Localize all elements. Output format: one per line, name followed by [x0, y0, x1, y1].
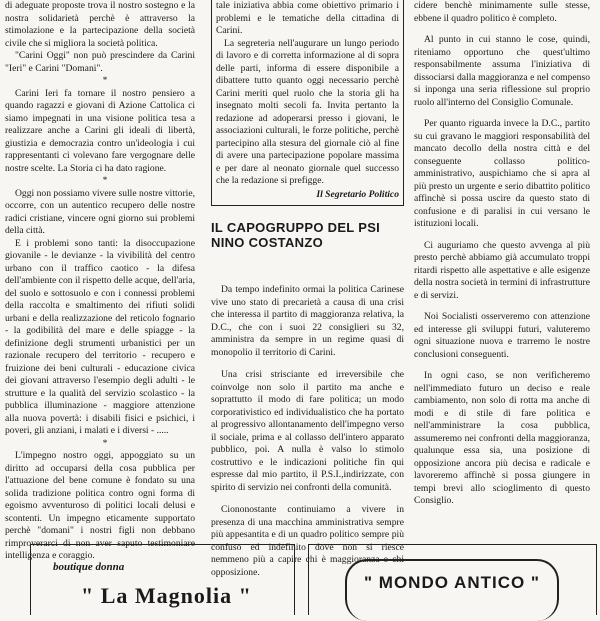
column-left — [5, 0, 195, 561]
segreteria-box — [211, 0, 404, 206]
ad-inner-frame — [345, 559, 559, 621]
article-headline — [211, 220, 404, 250]
paragraph: Ciononostante continuiamo a vivere in presenza di una macchina amministrativa sempre più appesantita e di un quadro politico sempre più confuso ed indefinito dove non si riesce nemmeno più a capire chi è maggioranza e chi opposizione. — [211, 504, 404, 578]
paragraph: In ogni caso, se non verificheremo nell'immediato futuro un deciso e reale cambiamento, non solo di rotta ma anche di modi e di stile di fare politica e nell'amministrare la cosa pubblica, assumeremo nei confronti della maggioranza, qualunque essa sia, una posizione di opposizione ancora più decisa e radicale e lavoreremo affinchè si possa giungere in tempi brevi allo scioglimento di questo Consiglio. — [414, 370, 590, 506]
paragraph: Al punto in cui stanno le cose, quindi, riteniamo opportuno che quest'ultimo responsabilmente assuma l'iniziativa di dissociarsi dalla maggioranza e nel compenso si inponga una seria riflessione sul proprio ruolo all'interno del Consiglio Comunale. — [414, 34, 590, 108]
column-middle — [211, 0, 404, 578]
paragraph: tale iniziativa abbia come obiettivo primario i problemi e le tematiche della cittadina di Carini. — [216, 0, 399, 36]
paragraph: Una crisi strisciante ed irreversibile che coinvolge non solo il partito ma anche e soprattutto il modo di fare politica; un modo corporativistico ed individualistico che ha portato al progressivo allontanamento dell'impegno verso il sociale, prima e al collasso dell'intero apparato pubblico, poi. A nulla è valso lo stimolo costruttivo e le indicazioni politiche fin qui espresse dal mio partito, il P.S.I.,indirizzate, con spirito di servizio nei confronti della comunità. — [211, 369, 404, 493]
ad-la-magnolia — [30, 544, 295, 615]
ad-shop-name: " La Magnolia " — [81, 583, 252, 608]
paragraph: Noi Socialisti osserveremo con attenzione ed interesse gli sviluppi futuri, valuteremo ogni situazione nuova e trarremo le nostre conclusioni conseguenti. — [414, 311, 590, 360]
separator-star: * — [102, 437, 108, 449]
paragraph: Oggi non possiamo vivere sulle nostre vittorie, occorre, con un autentico recupero delle nostre radici cristiane, vincere ogni giorno sui problemi della città. — [5, 187, 195, 236]
paragraph: "Carini Oggi" non può prescindere da Carini "Ieri" e Carini "Domani". — [5, 50, 195, 74]
column-right — [414, 0, 590, 528]
headline-line: IL CAPOGRUPPO DEL PSI — [211, 220, 381, 235]
paragraph: Da tempo indefinito ormai la politica Carinese vive uno stato di precarietà a causa di una crisi che interessa il partito di maggioranza relativa, la D.C., che con i suoi 22 consiglieri su 32, amministra da sempre in un regime quasi di monopolio il territorio di Carini. — [211, 284, 404, 358]
headline-line: NINO COSTANZO — [211, 235, 323, 250]
separator-star: * — [102, 175, 108, 186]
paragraph: Ci auguriamo che questo avvenga al più presto perchè abbiamo già accumulato troppi ritardi rispetto alle aspettative e alle esigenze della nostra società in termini di infrastrutture e di servizi. — [414, 239, 590, 301]
paragraph: Per quanto riguarda invece la D.C., partito su cui gravano le maggiori responsabilità del mancato decollo della nostra città e del conseguente collasso politico-amministrativo, auspichiamo che si apra al più presto un urgente e serio dibattito politico affinchè si possa uscire da questo stato di confusione e di paralisi in cui versano le istituzioni locali. — [414, 118, 590, 229]
paragraph: L'impegno nostro oggi, appoggiato su un diritto ad occuparsi della cosa pubblica per l'attuazione del bene comune è fondato su una solida tradizione politica contro ogni forma di egoismo avventuroso di politici locali delusi e scontenti. Un impegno eticamente supportato perchè "domani" i nostri figli non debbano rimproverarci di non aver saputo testimoniare intelligenza e coraggio. — [5, 450, 195, 561]
signature: Il Segretario Politico — [316, 188, 399, 200]
separator-star: * — [102, 75, 108, 86]
paragraph: cidere benchè minimamente sulle stesse, ebbene il quadro politico è completo. — [414, 0, 590, 24]
ad-tagline: boutique donna — [53, 561, 125, 573]
paragraph: E i problemi sono tanti: la disoccupazione giovanile - le devianze - la vivibilità del centro urbano con il traffico caotico - la difesa dell'ambiente con il rispetto delle acque, dell'aria, del suolo e sottosuolo e con i connessi problemi della raccolta e smaltimento dei rifiuti solidi urbani e della realizzazione del reticolo fognario - la godibilità del mare e delle spiagge - la definizione degli strumenti urbanistici per un razionale recupero del territorio - recupero e fruizione dei beni culturali - educazione civica dei giovani attraverso l'esempio degli adulti - le strutture e la qualità del servizio scolastico - la pubblica illuminazione - maggiore attenzione alla nuova povertà: i disabili fisici e psichici, i poveri, gli anziani, i malati e i diversi - ..... — [5, 237, 195, 436]
ad-mondo-antico — [308, 544, 597, 615]
paragraph: Carini Ieri fa tornare il nostro pensiero a quando ragazzi e giovani di Azione Cattolica ci siamo impegnati in una visione politica tesa a realizzare anche a Carini gli ideali di libertà, giustizia e democrazia contro un'ideologia i cui rappresentanti ci volevano fare vergognare delle nostre scelte. La Storia ci ha dato ragione. — [5, 87, 195, 174]
advertisement-strip — [0, 536, 600, 608]
article-body — [211, 284, 404, 579]
ad-shop-name: " MONDO ANTICO " — [364, 573, 540, 592]
paragraph: di adeguate proposte trova il nostro sostegno e la nostra solidarietà perchè è attraverso la stimolazione e la partecipazione della società civile che si migliora la società politica. — [5, 0, 195, 49]
paragraph: La segreteria nell'augurare un lungo periodo di lavoro e di corretta informazione al di sopra delle parti, informa di essere disponibile a dibattere tutto quanto oggi necessario perchè Carini meriti quel ruolo che la storia gli ha insegnato molti secoli fa. Invita pertanto la redazione ad adoperarsi presso i giovani, le associazioni culturali, le forze politiche, perchè partecipino alla stesura del giornale ciò al fine di avere una partecipazione popolare massima e per dare al neonato giornale quel successo che la redazione si prefigge. — [216, 37, 399, 186]
